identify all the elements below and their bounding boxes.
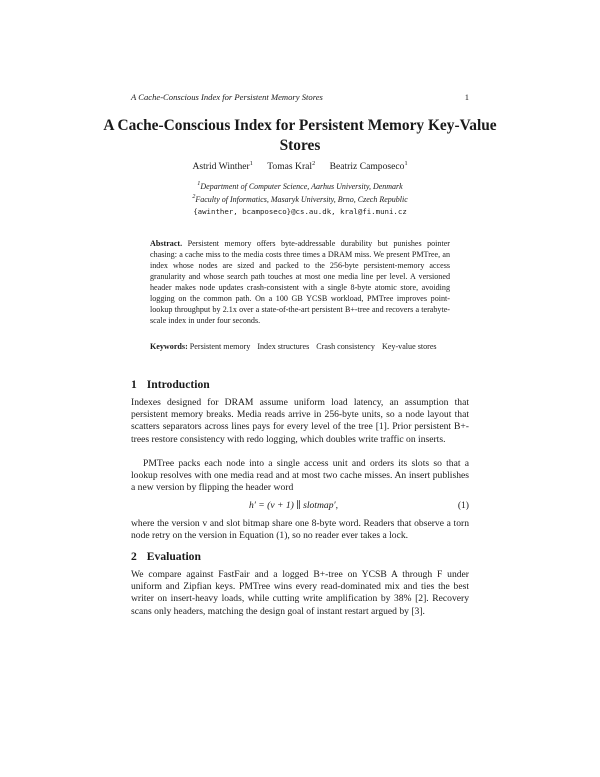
running-title: A Cache-Conscious Index for Persistent Memory Stores	[131, 92, 323, 102]
keywords	[150, 341, 450, 352]
body-paragraph: where the version v and slot bitmap share one 8-byte word. Readers that observe a torn node retry on the version in Equation (1), so no reader ever takes a lock.	[131, 518, 469, 542]
paper-title: A Cache-Conscious Index for Persistent Memory Key-Value Stores	[103, 117, 497, 154]
author: Tomas Kral$^2$	[267, 160, 316, 172]
section-heading-introduction: 1 Introduction	[131, 378, 210, 391]
page-number: 1	[464, 92, 469, 102]
body-paragraph: PMTree packs each node into a single access unit and orders its slots so that a lookup resolves with one media read and at most two cache misses. An insert publishes a new version by flipping the header word	[131, 458, 469, 494]
affiliation: $^2$Faculty of Informatics, Masaryk University, Brno, Czech Republic	[192, 193, 408, 204]
abstract-label: Abstract.	[150, 239, 183, 248]
author-list	[100, 160, 500, 172]
author-emails: {awinther, bcamposeco}@cs.au.dk, kral@fi.muni.cz	[193, 207, 407, 216]
keyword: Key-value stores	[381, 342, 437, 351]
keyword: Persistent memory	[189, 342, 251, 351]
author: Astrid Winther$^1$	[192, 160, 253, 172]
affiliation: $^1$Department of Computer Science, Aarhus University, Denmark	[197, 180, 403, 191]
author: Beatriz Camposeco$^1$	[329, 160, 408, 172]
running-header	[131, 92, 469, 106]
keyword: Index structures	[257, 342, 310, 351]
body-paragraph: Indexes designed for DRAM assume uniform load latency, an assumption that persistent memory breaks. Media reads arrive in 256-byte units, so a node layout that scatters separators across lines pays for every level of the tree [1]. Prior persistent B+-trees restore consistency with redo logging, which doubles write traffic on inserts.	[131, 397, 469, 445]
abstract	[150, 238, 450, 326]
abstract-text: Persistent memory offers byte-addressable durability but punishes pointer chasing: a cache miss to the media costs three times a DRAM miss. We present PMTree, an index whose nodes are sized and packed to the 256-byte persistent-memory access granularity and whose search path touches at most one media line per level. A versioned header makes node updates crash-consistent with a single 8-byte atomic store, avoiding logging on the common path. On a 100 GB YCSB workload, PMTree improves point-lookup throughput by 2.1x over a state-of-the-art persistent B+-tree and recovers a terabyte-scale index in under four seconds.	[150, 239, 450, 325]
keyword: Crash consistency	[316, 342, 375, 351]
equation	[131, 500, 469, 514]
equation-expression: h′ = (v + 1) ∥ slotmap′,	[249, 500, 338, 511]
keywords-label: Keywords:	[150, 342, 188, 351]
body-paragraph: We compare against FastFair and a logged B+-tree on YCSB A through F under uniform and Zipfian keys. PMTree wins every read-dominated mix and ties the best writer on insert-heavy loads, while cutting write amplification by 38% [2]. Recovery scans only headers, matching the design goal of instant restart argued by [3].	[131, 569, 469, 617]
section-heading-evaluation: 2 Evaluation	[131, 550, 201, 563]
equation-number: (1)	[457, 500, 469, 511]
